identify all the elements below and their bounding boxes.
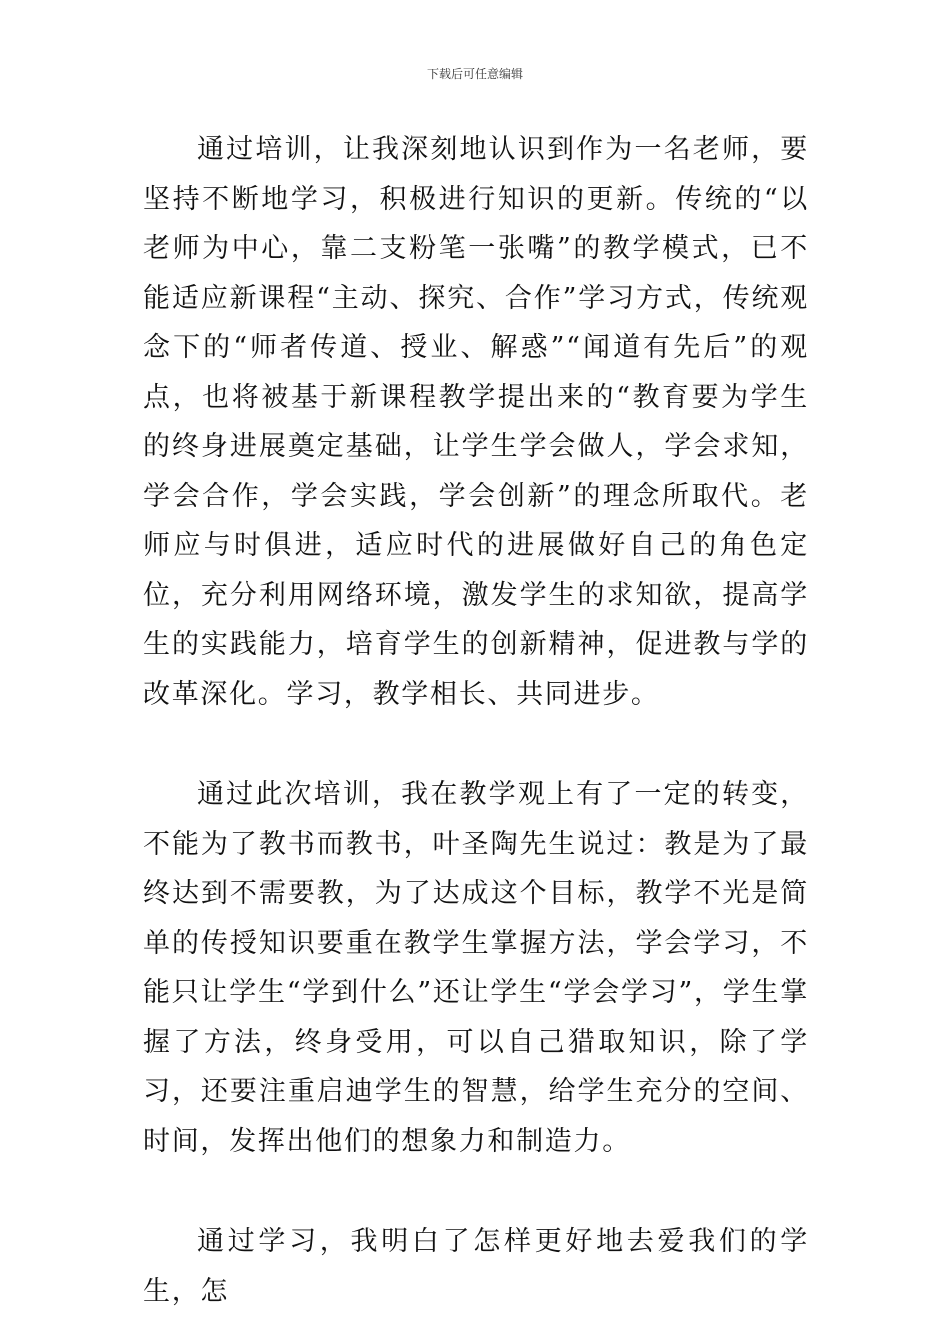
paragraph-3: 通过学习，我明白了怎样更好地去爱我们的学生，怎 — [143, 1226, 809, 1307]
document-body — [143, 125, 809, 1316]
header-note: 下载后可任意编辑 — [426, 67, 523, 81]
paragraph-2: 通过此次培训，我在教学观上有了一定的转变，不能为了教书而教书，叶圣陶先生说过：教是为了最终达到不需要教，为了达成这个目标，教学不光是简单的传授知识要重在教学生掌握方法，学会学习，不能只让学生“学到什么”还让学生“学会学习”，学生掌握了方法，终身受用，可以自己猎取知识，除了学习，还要注重启迪学生的智慧，给学生充分的空间、时间，发挥出他们的想象力和制造力。 — [143, 779, 809, 1157]
paragraph-1: 通过培训，让我深刻地认识到作为一名老师，要坚持不断地学习，积极进行知识的更新。传统的“以老师为中心，靠二支粉笔一张嘴”的教学模式，已不能适应新课程“主动、探究、合作”学习方式，传统观念下的“师者传道、授业、解惑”“闻道有先后”的观点，也将被基于新课程教学提出来的“教育要为学生的终身进展奠定基础，让学生学会做人，学会求知，学会合作，学会实践，学会创新”的理念所取代。老师应与时俱进，适应时代的进展做好自己的角色定位，充分利用网络环境，激发学生的求知欲，提高学生的实践能力，培育学生的创新精神，促进教与学的改革深化。学习，教学相长、共同进步。 — [143, 134, 809, 710]
